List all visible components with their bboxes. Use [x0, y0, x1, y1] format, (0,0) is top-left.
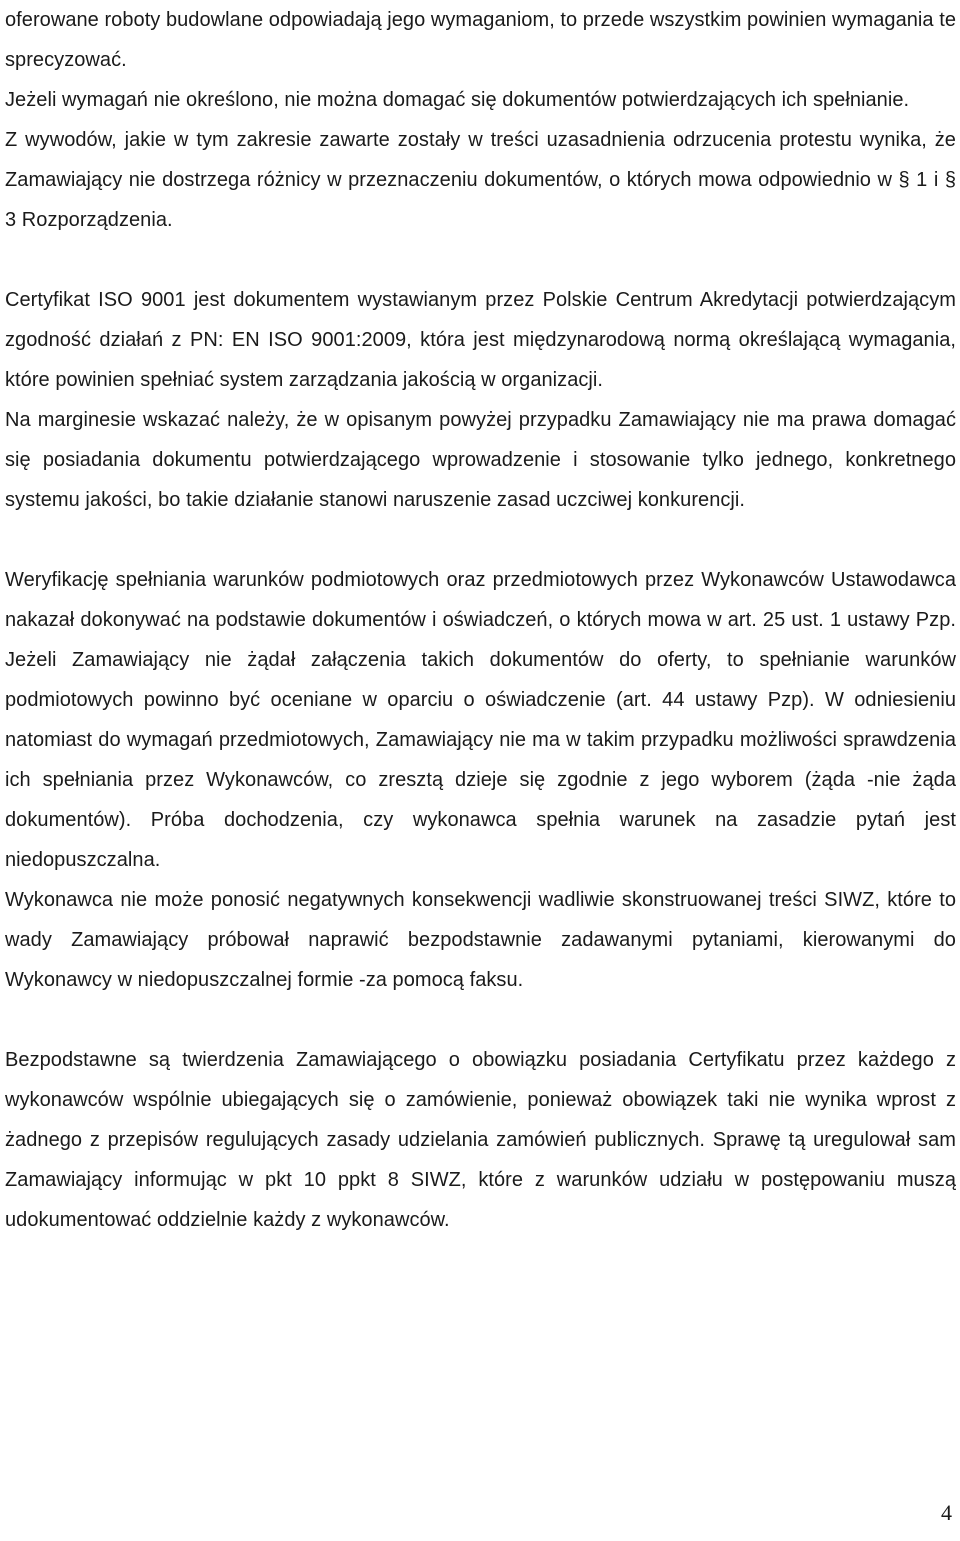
paragraph-1: oferowane roboty budowlane odpowiadają jego wymaganiom, to przede wszystkim powinien wymagania te sprecyzować.: [5, 9, 956, 71]
paragraph-8: Bezpodstawne są twierdzenia Zamawiającego o obowiązku posiadania Certyfikatu przez każdego z wykonawców wspólnie ubiegających się o zamówienie, ponieważ obowiązek taki nie wynika wprost z żadnego z przepisów regulujących zasady udzielania zamówień publicznych. Sprawę tą uregulował sam Zamawiający informując w pkt 10 ppkt 8 SIWZ, które z warunków udziału w postępowaniu muszą udokumentować oddzielnie każdy z wykonawców.: [5, 1049, 956, 1231]
paragraph-gap: [5, 240, 956, 280]
paragraph-gap: [5, 520, 956, 560]
paragraph-5: Na marginesie wskazać należy, że w opisanym powyżej przypadku Zamawiający nie ma prawa domagać się posiadania dokumentu potwierdzającego wprowadzenie i stosowanie tylko jednego, konkretnego systemu jakości, bo takie działanie stanowi naruszenie zasad uczciwej konkurencji.: [5, 409, 956, 511]
document-page: [5, 0, 956, 1240]
paragraph-7: Wykonawca nie może ponosić negatywnych konsekwencji wadliwie skonstruowanej treści SIWZ, które to wady Zamawiający próbował naprawić bezpodstawnie zadawanymi pytaniami, kierowanymi do Wykonawcy w niedopuszczalnej formie -za pomocą faksu.: [5, 889, 956, 991]
paragraph-6: Weryfikację spełniania warunków podmiotowych oraz przedmiotowych przez Wykonawców Ustawodawca nakazał dokonywać na podstawie dokumentów i oświadczeń, o których mowa w art. 25 ust. 1 ustawy Pzp. Jeżeli Zamawiający nie żądał załączenia takich dokumentów do oferty, to spełnianie warunków podmiotowych powinno być oceniane w oparciu o oświadczenie (art. 44 ustawy Pzp). W odniesieniu natomiast do wymagań przedmiotowych, Zamawiający nie ma w takim przypadku możliwości sprawdzenia ich spełniania przez Wykonawców, co zresztą dzieje się zgodnie z jego wyborem (żąda -nie żąda dokumentów). Próba dochodzenia, czy wykonawca spełnia warunek na zasadzie pytań jest niedopuszczalna.: [5, 569, 956, 871]
paragraph-gap: [5, 1000, 956, 1040]
paragraph-3: Z wywodów, jakie w tym zakresie zawarte zostały w treści uzasadnienia odrzucenia protestu wynika, że Zamawiający nie dostrzega różnicy w przeznaczeniu dokumentów, o których mowa odpowiednio w § 1 i § 3 Rozporządzenia.: [5, 129, 956, 231]
paragraph-2: Jeżeli wymagań nie określono, nie można domagać się dokumentów potwierdzających ich spełnianie.: [5, 89, 910, 111]
page-number: 4: [941, 1500, 952, 1525]
paragraph-4: Certyfikat ISO 9001 jest dokumentem wystawianym przez Polskie Centrum Akredytacji potwierdzającym zgodność działań z PN: EN ISO 9001:2009, która jest międzynarodową normą określającą wymagania, które powinien spełniać system zarządzania jakością w organizacji.: [5, 289, 956, 391]
